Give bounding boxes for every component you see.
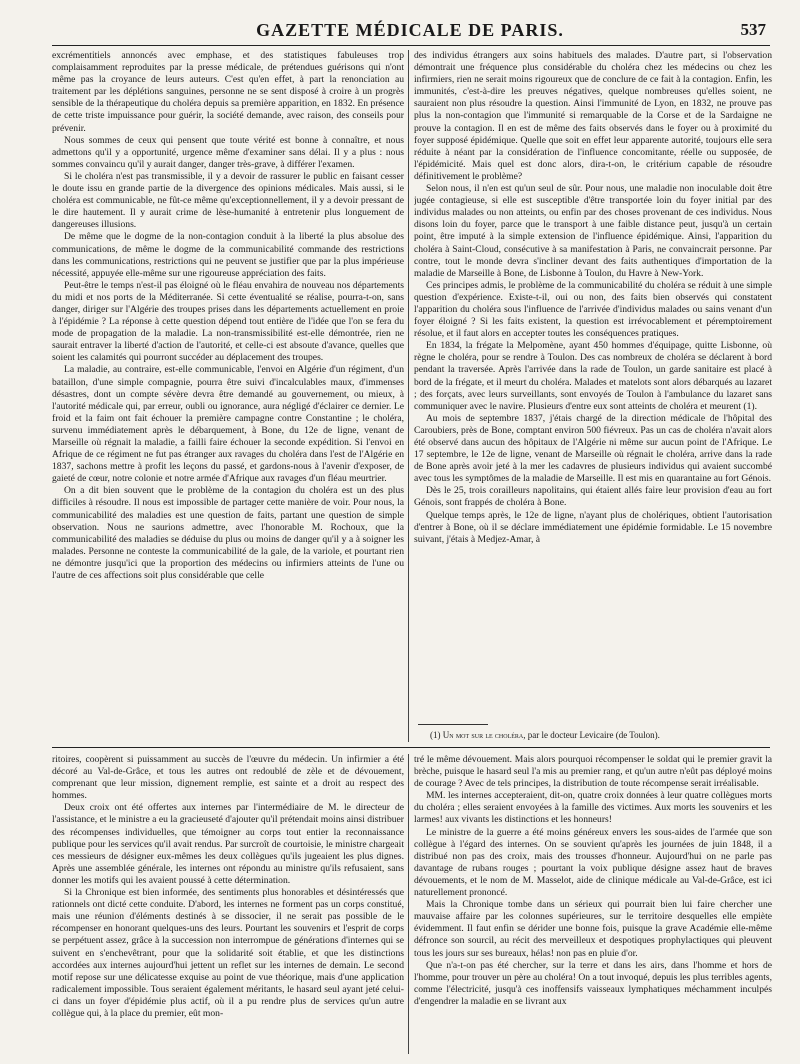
paragraph: Deux croix ont été offertes aux internes par l'intermédiaire de M. le directeur de l'assistance, et le ministre a eu la gracieuseté d'ajouter qu'il prétendait moins ainsi distribuer des récompenses individuelles, que témoigner au corps tout entier la reconnaissance publique pour les services qu'il avait rendus. Par surcroît de courtoisie, le ministre chargeait ces messieurs de désigner eux-mêmes les deux collègues qu'ils jugeaient les plus dignes. Après une assemblée générale, les internes ont répondu au ministre qu'ils refusaient, sans donner les motifs qui les avaient poussé à cette détermination. — [52, 802, 404, 886]
paragraph: Mais la Chronique tombe dans un sérieux qui pourrait bien lui faire chercher une mauvaise affaire par les colonnes supérieures, sur le territoire desquelles elle empiète évidemment. Il faut enfin se dérider une bonne fois, puisque la grave Académie elle-même défronce son sourcil, au récit des merveilleux et despotiques prophylactiques qui pleuvent tous les jours sur ses bureaux, hélas! non pas en pluie d'or. — [414, 899, 772, 959]
paragraph: Que n'a-t-on pas été chercher, sur la terre et dans les airs, dans l'homme et hors de l'homme, pour trouver un père au choléra! On a tout invoqué, depuis les plus terribles agents, comme l'électricité, jusqu'à ces inoffensifs vaisseaux lymphatiques méchamment inculpés d'engendrer la maladie en se livrant aux — [414, 959, 772, 1007]
footnote-rule — [418, 724, 488, 725]
paragraph: Au mois de septembre 1837, j'étais chargé de la direction médicale de l'hôpital des Caroubiers, près de Bone, comptant environ 500 fiévreux. Pas un cas de choléra n'avait alors été observé dans aucun des hôpitaux de l'Algérie ni même sur aucun point de l'Afrique. Le 17 septembre, le 12e de ligne, venant de Marseille où régnait le choléra, arrive dans la rade de Bone après avoir jeté à la mer les cadavres de plusieurs individus qui avaient succombé avec tous les symptômes de la maladie de Marseille. Il est mis en quarantaine au fort Génois. — [414, 412, 772, 485]
paragraph: Nous sommes de ceux qui pensent que toute vérité est bonne à connaître, et nous admettons qu'il y a opportunité, urgence même d'examiner sans délai. Il y a plus : nous sommes convaincu qu'il y aurait danger, danger très-grave, à différer l'examen. — [52, 134, 404, 170]
column-divider — [408, 754, 409, 1054]
upper-left-column — [52, 50, 404, 742]
column-divider — [408, 50, 409, 742]
paragraph: Selon nous, il n'en est qu'un seul de sûr. Pour nous, une maladie non inoculable doit être jugée contagieuse, si elle est susceptible d'être transportée loin du foyer initial par des individus malades ou non atteints, ou enfin par des choses provenant de ces individus. Nous disons loin du foyer, parce que le transport à une faible distance peut, jusqu'à un certain point, être imputé à la simple extension de l'influence épidémique. Ainsi, l'apparition du choléra à Saint-Cloud, consécutive à sa manifestation à Paris, ne convaincrait personne. Par contre, tout le monde devra s'incliner devant des faits authentiques d'importation de la maladie de Marseille à Bone, de Lisbonne à Toulon, du Havre à New-York. — [414, 183, 772, 279]
footnote — [430, 730, 770, 741]
footnote-marker: (1) — [430, 730, 441, 740]
paragraph: excrémentitiels annoncés avec emphase, et des statistiques fabuleuses trop complaisamment reproduites par la presse médicale, de prétendues guérisons qui n'ont même pas la croyance de leurs auteurs. C'est qu'en effet, à part la renonciation au traitement par les déplétions sanguines, personne ne se sent disposé à croire à un progrès sensible de la thérapeutique du choléra depuis sa première apparition, en 1832. En présence de cette triste impuissance pour guérir, la société demande, avec raison, des conseils pour prévenir. — [52, 50, 404, 134]
footnote-text: , par le docteur Levicaire (de Toulon). — [523, 730, 660, 740]
paragraph: Peut-être le temps n'est-il pas éloigné où le fléau envahira de nouveau nos départements du midi et nos ports de la Méditerranée. Si cette éventualité se réalise, pourra-t-on, sans danger, diriger sur l'Algérie des troupes prises dans les départements actuellement en proie à l'épidémie ? La réponse à cette question dépend tout entière de l'idée que l'on se fera du mode de propagation de la maladie. La non-transmissibilité est-elle démontrée, rien ne saurait entraver la liberté d'action de l'autorité, et celle-ci est absoute d'avance, quelles que soient les calamités qui pourront succéder au déplacement des troupes. — [52, 279, 404, 364]
paragraph: MM. les internes accepteraient, dit-on, quatre croix données à leur quatre collègues morts du choléra ; elles seraient envoyées à la famille des victimes. Aux morts les souvenirs et les larmes! aux vivants les distinctions et les honneurs! — [414, 790, 772, 826]
lower-left-column — [52, 754, 404, 1054]
paragraph: Dès le 25, trois corailleurs napolitains, qui étaient allés faire leur provision d'eau au fort Génois, sont frappés de choléra à Bone. — [414, 485, 772, 509]
paragraph: Ces principes admis, le problème de la communicabilité du choléra se réduit à une simple question d'expérience. Existe-t-il, oui ou non, des faits bien observés qui constatent l'apparition du choléra sous l'influence de l'arrivée d'individus malades ou sains venant d'un foyer éloigné ? Si les faits existent, la question est irrévocablement et péremptoirement résolue, et il faut alors en accepter toutes les conséquences pratiques. — [414, 279, 772, 340]
paragraph: ritoires, coopèrent si puissamment au succès de l'œuvre du médecin. Un infirmier a été décoré au Val-de-Grâce, et tous les autres ont redoublé de zèle et de dévouement, comprenant que leur mission, dignement remplie, est sainte et a droit au respect des hommes. — [52, 754, 404, 802]
paragraph: En 1834, la frégate la Melpomène, ayant 450 hommes d'équipage, quitte Lisbonne, où règne le choléra, pour se rendre à Toulon. Des cas nombreux de choléra se déclarent à bord pendant la traversée. Après l'arrivée dans la rade de Toulon, un garde sanitaire est placé à bord de la frégate, et il meurt du choléra. Malades et matelots sont alors débarqués au lazaret ; des forçats, avec leurs surveillants, sont envoyés de Toulon à l'ambulance du lazaret sans communiquer avec le navire. Plusieurs d'entre eux sont atteints de choléra et meurent (1). — [414, 340, 772, 412]
upper-right-column — [414, 50, 772, 710]
page-title: GAZETTE MÉDICALE DE PARIS. — [256, 20, 564, 40]
paragraph: De même que le dogme de la non-contagion conduit à la liberté la plus absolue des communications, de même le dogme de la communicabilité commande des restrictions dans les communications, restrictions qui ne peuvent se justifier que par la plus impérieuse nécessité, appuyée elle-même sur une rigoureuse appréciation des faits. — [52, 231, 404, 279]
page-header — [48, 20, 772, 42]
page-number: 537 — [740, 20, 766, 39]
paragraph: tré le même dévouement. Mais alors pourquoi récompenser le soldat qui le premier gravit la brèche, puisque le hasard seul l'a mis au premier rang, et qu'un autre n'eût pas déployé moins de courage ? Avec de tels principes, la distribution de toute récompense serait irréalisable. — [414, 754, 772, 790]
footnote-title: Un mot sur le choléra — [442, 730, 524, 740]
paragraph: Quelque temps après, le 12e de ligne, n'ayant plus de cholériques, obtient l'autorisation d'entrer à Bone, où il se déclare immédiatement une épidémie formidable. Le 15 novembre suivant, j'étais à Medjez-Amar, à — [414, 509, 772, 545]
lower-right-column — [414, 754, 772, 1054]
paragraph: Si le choléra n'est pas transmissible, il y a devoir de rassurer le public en faisant cesser le doute issu en grande partie de la divergence des opinions médicales. Mais aussi, si le choléra est communicable, ne fût-ce même qu'exceptionnellement, il y a devoir pressant de le dire hautement. Il y aurait crime de lèse-humanité à entretenir plus longuement de dangereuses illusions. — [52, 170, 404, 231]
section-rule — [52, 747, 770, 748]
header-rule — [52, 45, 770, 46]
paragraph: La maladie, au contraire, est-elle communicable, l'envoi en Algérie d'un régiment, d'un bataillon, d'une simple compagnie, pourra être suivi d'incalculables maux, d'immenses désastres, dont un compte sévère devra être demandé au gouvernement, ou mieux, à l'autorité médicale qui, par erreur, oubli ou ignorance, aura négligé d'éclairer ce dernier. Le froid et la faim ont fait échouer la première campagne contre Constantine ; le choléra, survenu immédiatement après le débarquement, à Bone, du 12e de ligne, venant de Marseille où régnait la maladie, a failli faire échouer la seconde expédition. Si l'envoi en Afrique de ce régiment ne fut pas étranger aux ravages du choléra dans l'est de l'Algérie en 1837, sachons mettre à profit les leçons du passé, et gardons-nous à l'avenir d'exposer, de gaieté de cœur, notre colonie et notre armée d'Afrique aux ravages d'un fléau meurtrier. — [52, 364, 404, 485]
paragraph: Si la Chronique est bien informée, des sentiments plus honorables et désintéressés que rationnels ont dicté cette conduite. D'abord, les internes ne forment pas un corps constitué, mais une réunion d'éléments destinés à se dissocier, il ne serait pas possible de le récompenser en honorant quelques-uns des leurs. Pourtant les souvenirs et l'esprit de corps se perpétuent assez, grâce à la succession non interrompue de générations d'internes qui se suivent en s'enchevêtrant, pour que la solidarité soit établie, et que les distinctions accordées aux internes aujourd'hui jettent un reflet sur les internes de demain. Le second motif repose sur une délicatesse exquise au point de vue théorique, mais d'une application radicalement impossible. Tous seraient également méritants, le hasard seul ayant jeté celui-ci dans un foyer d'épidémie plus actif, où il a pu rendre plus de services qu'un autre collègue qui, à la place du premier, eût mon- — [52, 887, 404, 1019]
paragraph: Le ministre de la guerre a été moins généreux envers les sous-aides de l'armée que son collègue à l'égard des internes. On se souvient qu'après les journées de juin 1848, il a distribué non pas des croix, mais des trousses d'honneur. Aujourd'hui on ne parle pas davantage de rubans rouges ; pourtant la voix publique désigne assez haut de braves dévouements, et le nom de M. Masselot, aide de clinique médicale au Val-de-Grâce, est ici naturellement prononcé. — [414, 826, 772, 899]
paragraph: des individus étrangers aux soins habituels des malades. D'autre part, si l'observation démontrait une fréquence plus considérable du choléra chez les médecins ou chez les infirmiers, rien ne serait moins rigoureux que de conclure de ce fait à la contagion. Enfin, les immunités, c'est-à-dire les preuves négatives, quelque nombreuses qu'elles soient, ne sauraient non plus résoudre la question. Ainsi l'immunité de Lyon, en 1832, ne prouve pas plus la non-contagion que l'immunité si remarquable de la Corse et de la Sardaigne ne prouve la contagion. Il en est de même des faits observés dans le foyer ou à proximité du foyer supposé épidémique. Quelle que soit en effet leur apparente autorité, toujours elle sera réduite à néant par la considération de l'influence concomitante, réelle ou supposée, de l'épidémicité. Mais quel est donc alors, dira-t-on, le critérium capable de résoudre définitivement le problème? — [414, 50, 772, 182]
paragraph: On a dit bien souvent que le problème de la contagion du choléra est un des plus difficiles à résoudre. Il nous est impossible de partager cette manière de voir. Pour nous, la communicabilité des maladies est une question de faits, partant une question de simple observation. Nous ne saurions admettre, avec l'honorable M. Rochoux, que la communicabilité des maladies se déduise du plus ou moins de danger qu'il y a à soigner les malades. Personne ne conteste la communicabilité de la gale, de la variole, et pourtant rien ne démontre jusqu'ici que la proportion des médecins ou infirmiers atteints de l'une ou l'autre de ces affections soit plus considérable que celle — [52, 485, 404, 582]
